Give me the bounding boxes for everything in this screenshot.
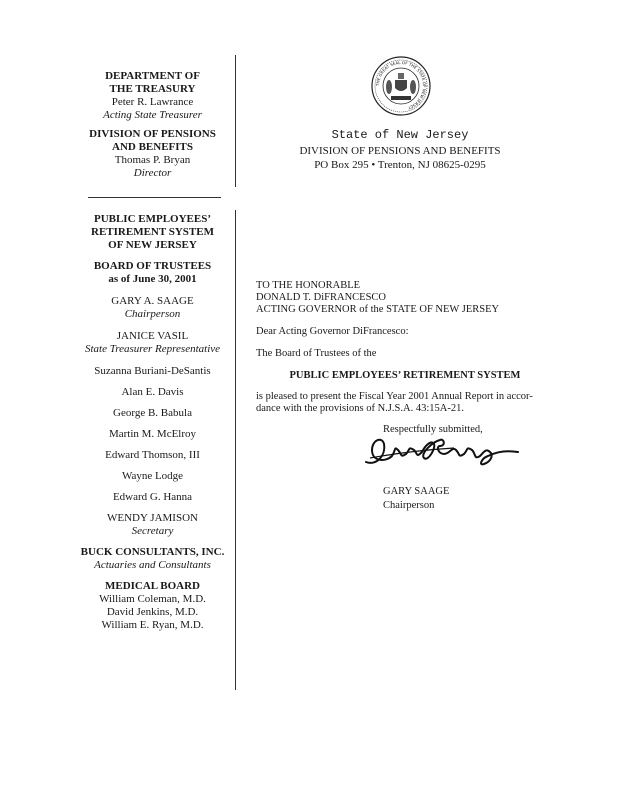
board-member: Edward G. Hanna: [112, 491, 193, 503]
left-horizontal-rule: [88, 197, 221, 198]
board-rep-title: State Treasurer Representative: [84, 343, 221, 355]
signature: [362, 432, 522, 472]
system-name: PUBLIC EMPLOYEES’ RETIREMENT SYSTEM: [289, 370, 521, 381]
closing: Respectfully submitted,: [383, 424, 483, 435]
body-line2: dance with the provisions of N.J.S.A. 43:15A-21.: [256, 403, 464, 414]
dept-line1: DEPARTMENT OF: [105, 70, 200, 82]
director-title: Director: [133, 167, 172, 179]
division-line2: AND BENEFITS: [112, 141, 193, 153]
system-line3: OF NEW JERSEY: [108, 239, 197, 251]
board-member: Alan E. Davis: [121, 386, 184, 398]
signer-name: GARY SAAGE: [383, 486, 450, 497]
board-member: Suzanna Buriani-DeSantis: [94, 365, 211, 377]
board-member: Wayne Lodge: [121, 470, 184, 482]
state-seal-icon: [371, 56, 431, 116]
board-chair-name: GARY A. SAAGE: [111, 295, 194, 307]
treasurer-name: Peter R. Lawrance: [111, 96, 194, 108]
board-member: Martin M. McElroy: [108, 428, 197, 440]
board-heading: BOARD OF TRUSTEES: [93, 260, 212, 272]
actuaries-name: BUCK CONSULTANTS, INC.: [80, 546, 225, 558]
board-member: George B. Babula: [113, 407, 192, 419]
system-block: [70, 213, 235, 632]
medical-board-member: William Coleman, M.D.: [99, 593, 206, 605]
addressee-title: ACTING GOVERNOR: [256, 304, 357, 315]
director-name: Thomas P. Bryan: [114, 154, 191, 166]
addressee-line3: [256, 304, 554, 316]
letter-body: [256, 280, 554, 436]
letterhead-address: PO Box 295 • Trenton, NJ 08625-0295: [314, 159, 486, 171]
addressee-line2: DONALD T. DiFRANCESCO: [256, 292, 386, 303]
body-line1: is pleased to present the Fiscal Year 2001 Annual Report in accor-: [256, 391, 533, 402]
dept-line2: THE TREASURY: [109, 83, 196, 95]
intro-text: The Board of Trustees of the: [256, 348, 377, 359]
medical-board-member: William E. Ryan, M.D.: [101, 619, 204, 631]
salutation: Dear Acting Governor DiFrancesco:: [256, 326, 409, 337]
left-divider-top: [235, 55, 236, 187]
treasurer-title: Acting State Treasurer: [103, 109, 202, 121]
system-line1: PUBLIC EMPLOYEES’: [93, 213, 212, 225]
addressee-line1: TO THE HONORABLE: [256, 280, 361, 291]
addressee-state: of the STATE OF NEW JERSEY: [356, 304, 500, 315]
medical-board-heading: MEDICAL BOARD: [104, 580, 201, 592]
left-divider-bottom: [235, 210, 236, 690]
board-secretary-title: Secretary: [131, 525, 174, 537]
board-member: Edward Thomson, III: [105, 449, 200, 461]
svg-text:THE GREAT SEAL OF THE STATE OF: THE GREAT SEAL OF THE STATE OF NEW JERSEY: [374, 59, 428, 111]
division-line1: DIVISION OF PENSIONS: [89, 128, 216, 140]
board-rep-name: JANICE VASIL: [116, 330, 189, 342]
letterhead-division: DIVISION OF PENSIONS AND BENEFITS: [299, 145, 501, 157]
signer-title: Chairperson: [383, 500, 435, 511]
medical-board-member: David Jenkins, M.D.: [106, 606, 199, 618]
letterhead-state: State of New Jersey: [331, 128, 469, 142]
actuaries-title: Actuaries and Consultants: [94, 559, 211, 571]
board-as-of: as of June 30, 2001: [108, 273, 197, 285]
treasury-block: [70, 70, 235, 180]
system-line2: RETIREMENT SYSTEM: [91, 226, 214, 238]
board-chair-title: Chairperson: [124, 308, 181, 320]
board-secretary-name: WENDY JAMISON: [107, 512, 198, 524]
